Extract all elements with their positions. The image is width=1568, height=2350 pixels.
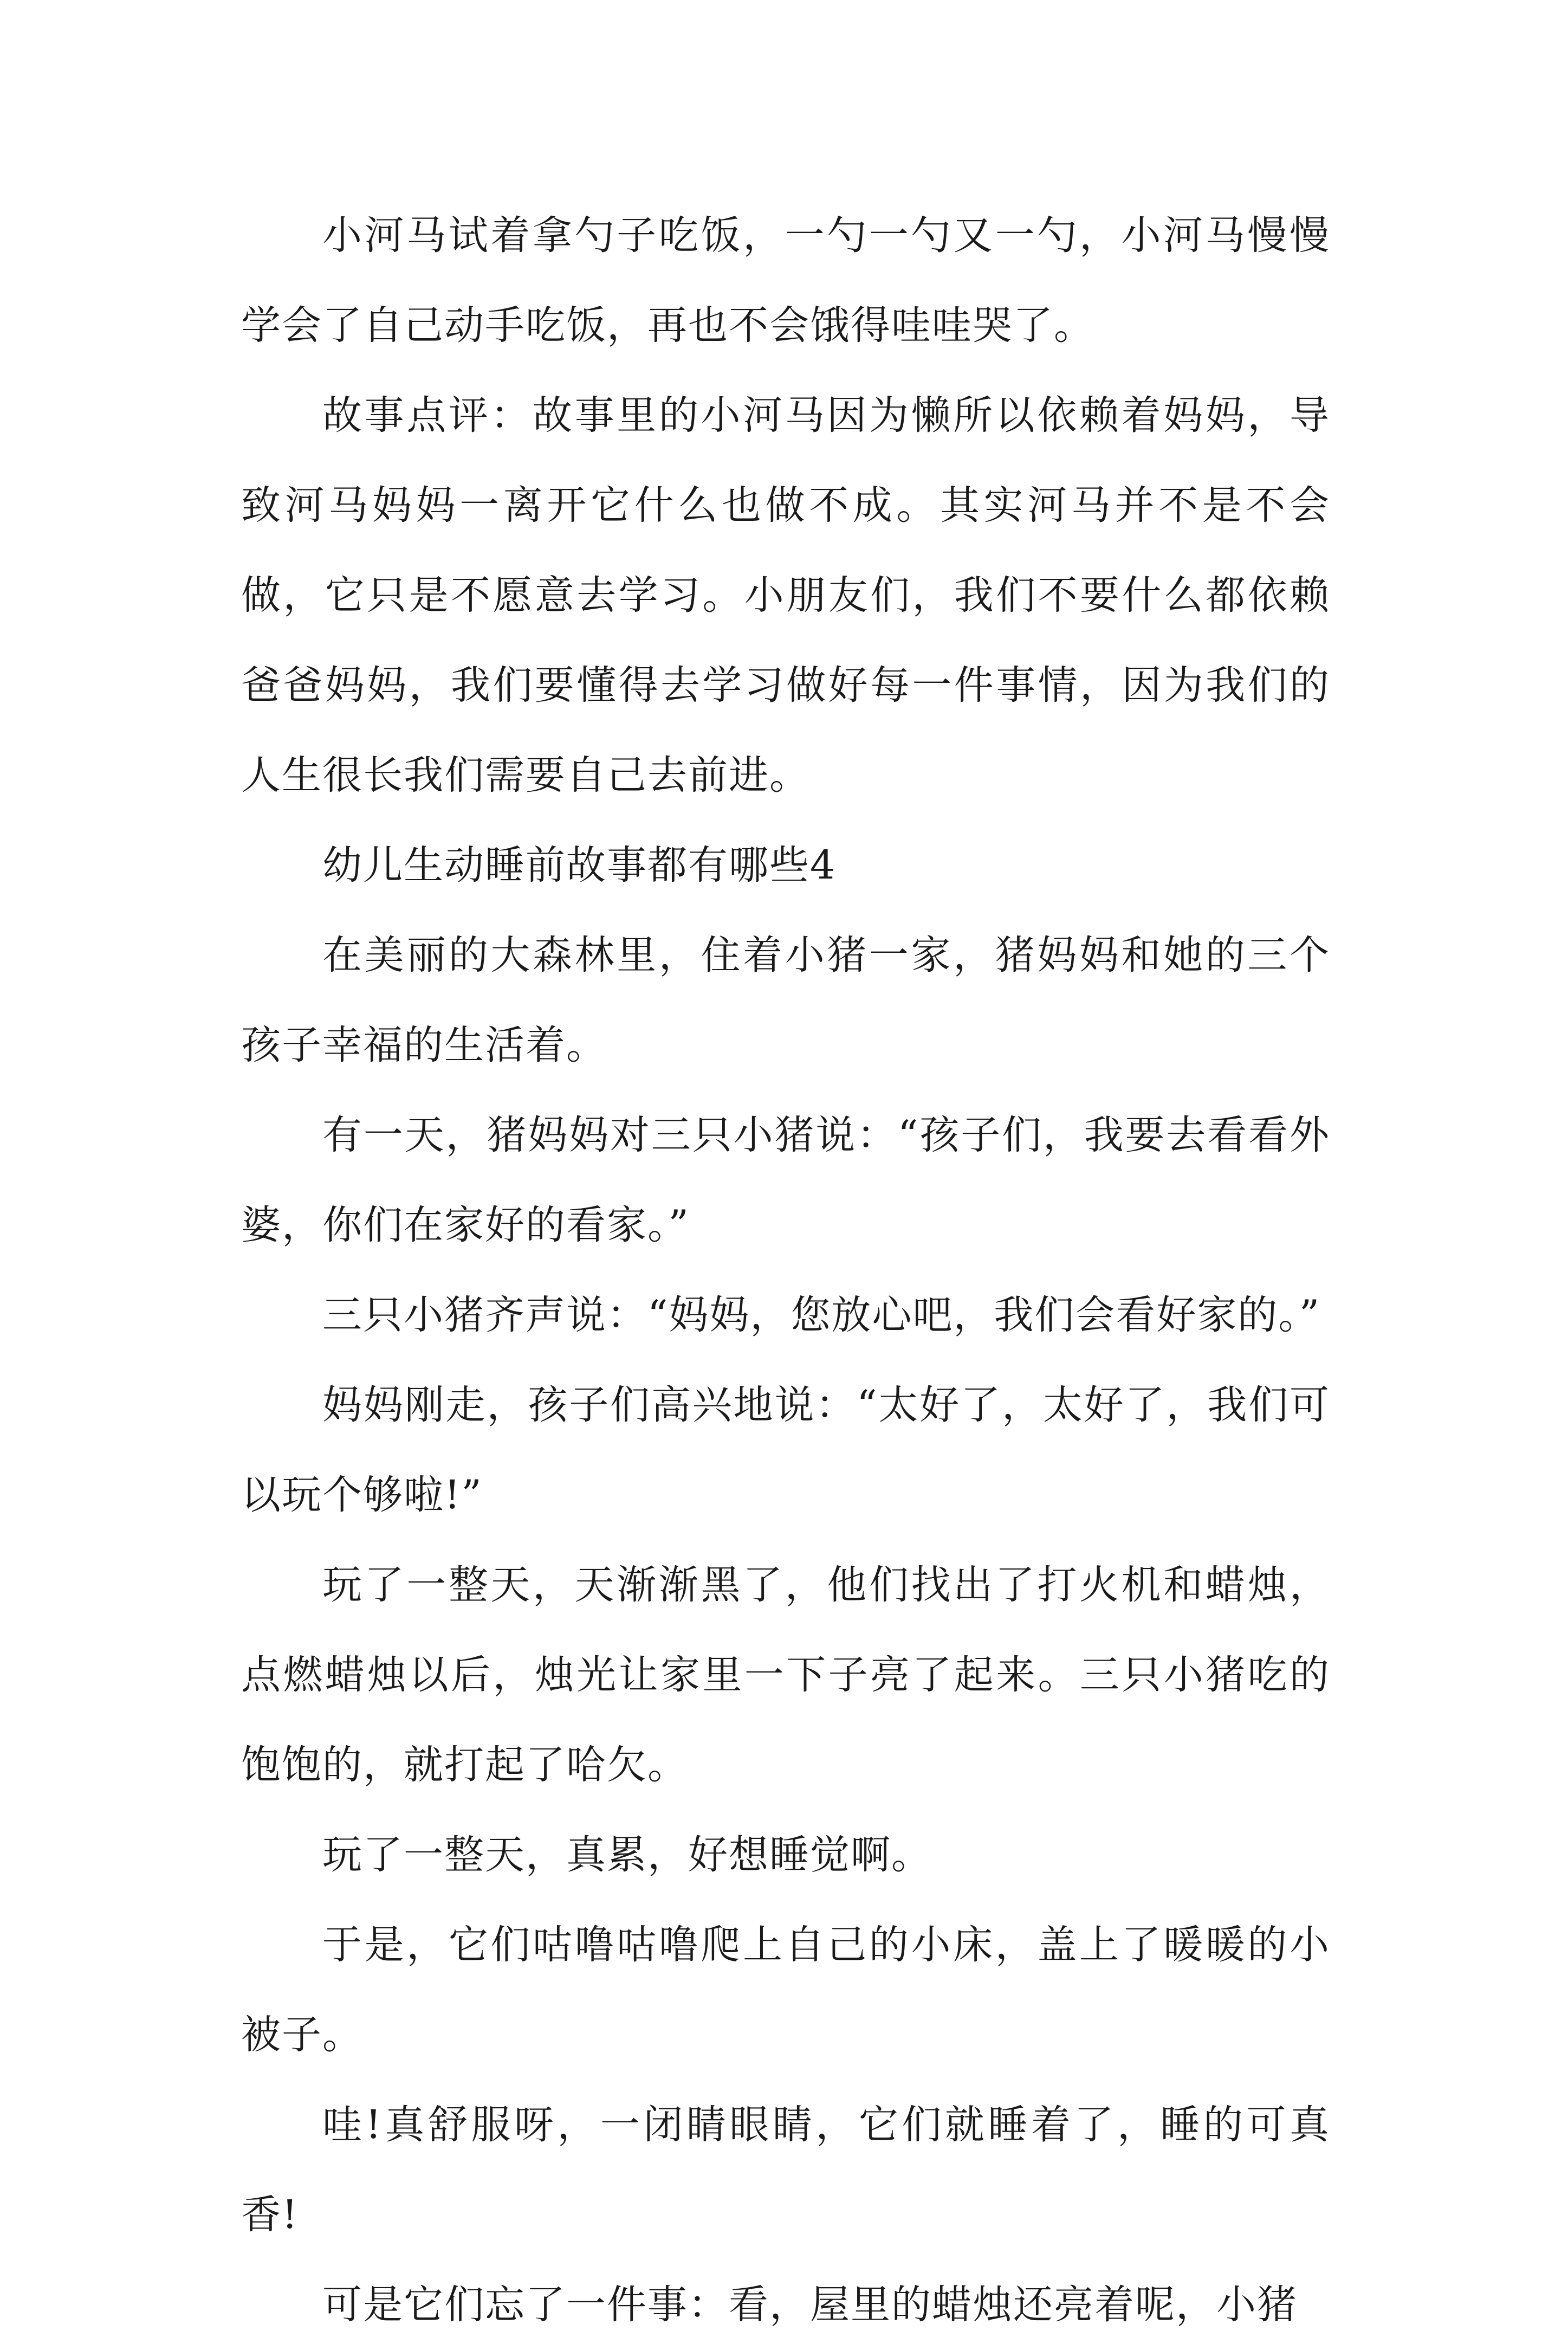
paragraph: 小河马试着拿勺子吃饭，一勺一勺又一勺，小河马慢慢学会了自己动手吃饭，再也不会饿得哇哇哭了。 xyxy=(241,212,1330,348)
section-heading: 幼儿生动睡前故事都有哪些4 xyxy=(322,842,837,888)
paragraph: 于是，它们咕噜咕噜爬上自己的小床，盖上了暖暖的小被子。 xyxy=(241,1922,1330,2058)
paragraph: 哇!真舒服呀，一闭睛眼睛，它们就睡着了，睡的可真香! xyxy=(241,2102,1330,2238)
paragraph: 妈妈刚走，孩子们高兴地说：“太好了，太好了，我们可以玩个够啦!” xyxy=(241,1382,1330,1518)
paragraph: 故事点评：故事里的小河马因为懒所以依赖着妈妈，导致河马妈妈一离开它什么也做不成。其实河马并不是不会做，它只是不愿意去学习。小朋友们，我们不要什么都依赖爸爸妈妈，我们要懂得去学习做好每一件事情，因为我们的人生很长我们需要自己去前进。 xyxy=(241,392,1330,798)
document-body xyxy=(241,191,1330,2350)
paragraph: 三只小猪齐声说：“妈妈，您放心吧，我们会看好家的。” xyxy=(322,1292,1321,1338)
paragraph: 在美丽的大森林里，住着小猪一家，猪妈妈和她的三个孩子幸福的生活着。 xyxy=(241,932,1330,1068)
paragraph: 可是它们忘了一件事：看，屋里的蜡烛还亮着呢，小猪 xyxy=(322,2282,1298,2328)
paragraph: 有一天，猪妈妈对三只小猪说：“孩子们，我要去看看外婆，你们在家好的看家。” xyxy=(241,1112,1330,1248)
paragraph: 玩了一整天，真累，好想睡觉啊。 xyxy=(322,1832,932,1878)
paragraph: 玩了一整天，天渐渐黑了，他们找出了打火机和蜡烛，点燃蜡烛以后，烛光让家里一下子亮了起来。三只小猪吃的饱饱的，就打起了哈欠。 xyxy=(241,1562,1330,1788)
